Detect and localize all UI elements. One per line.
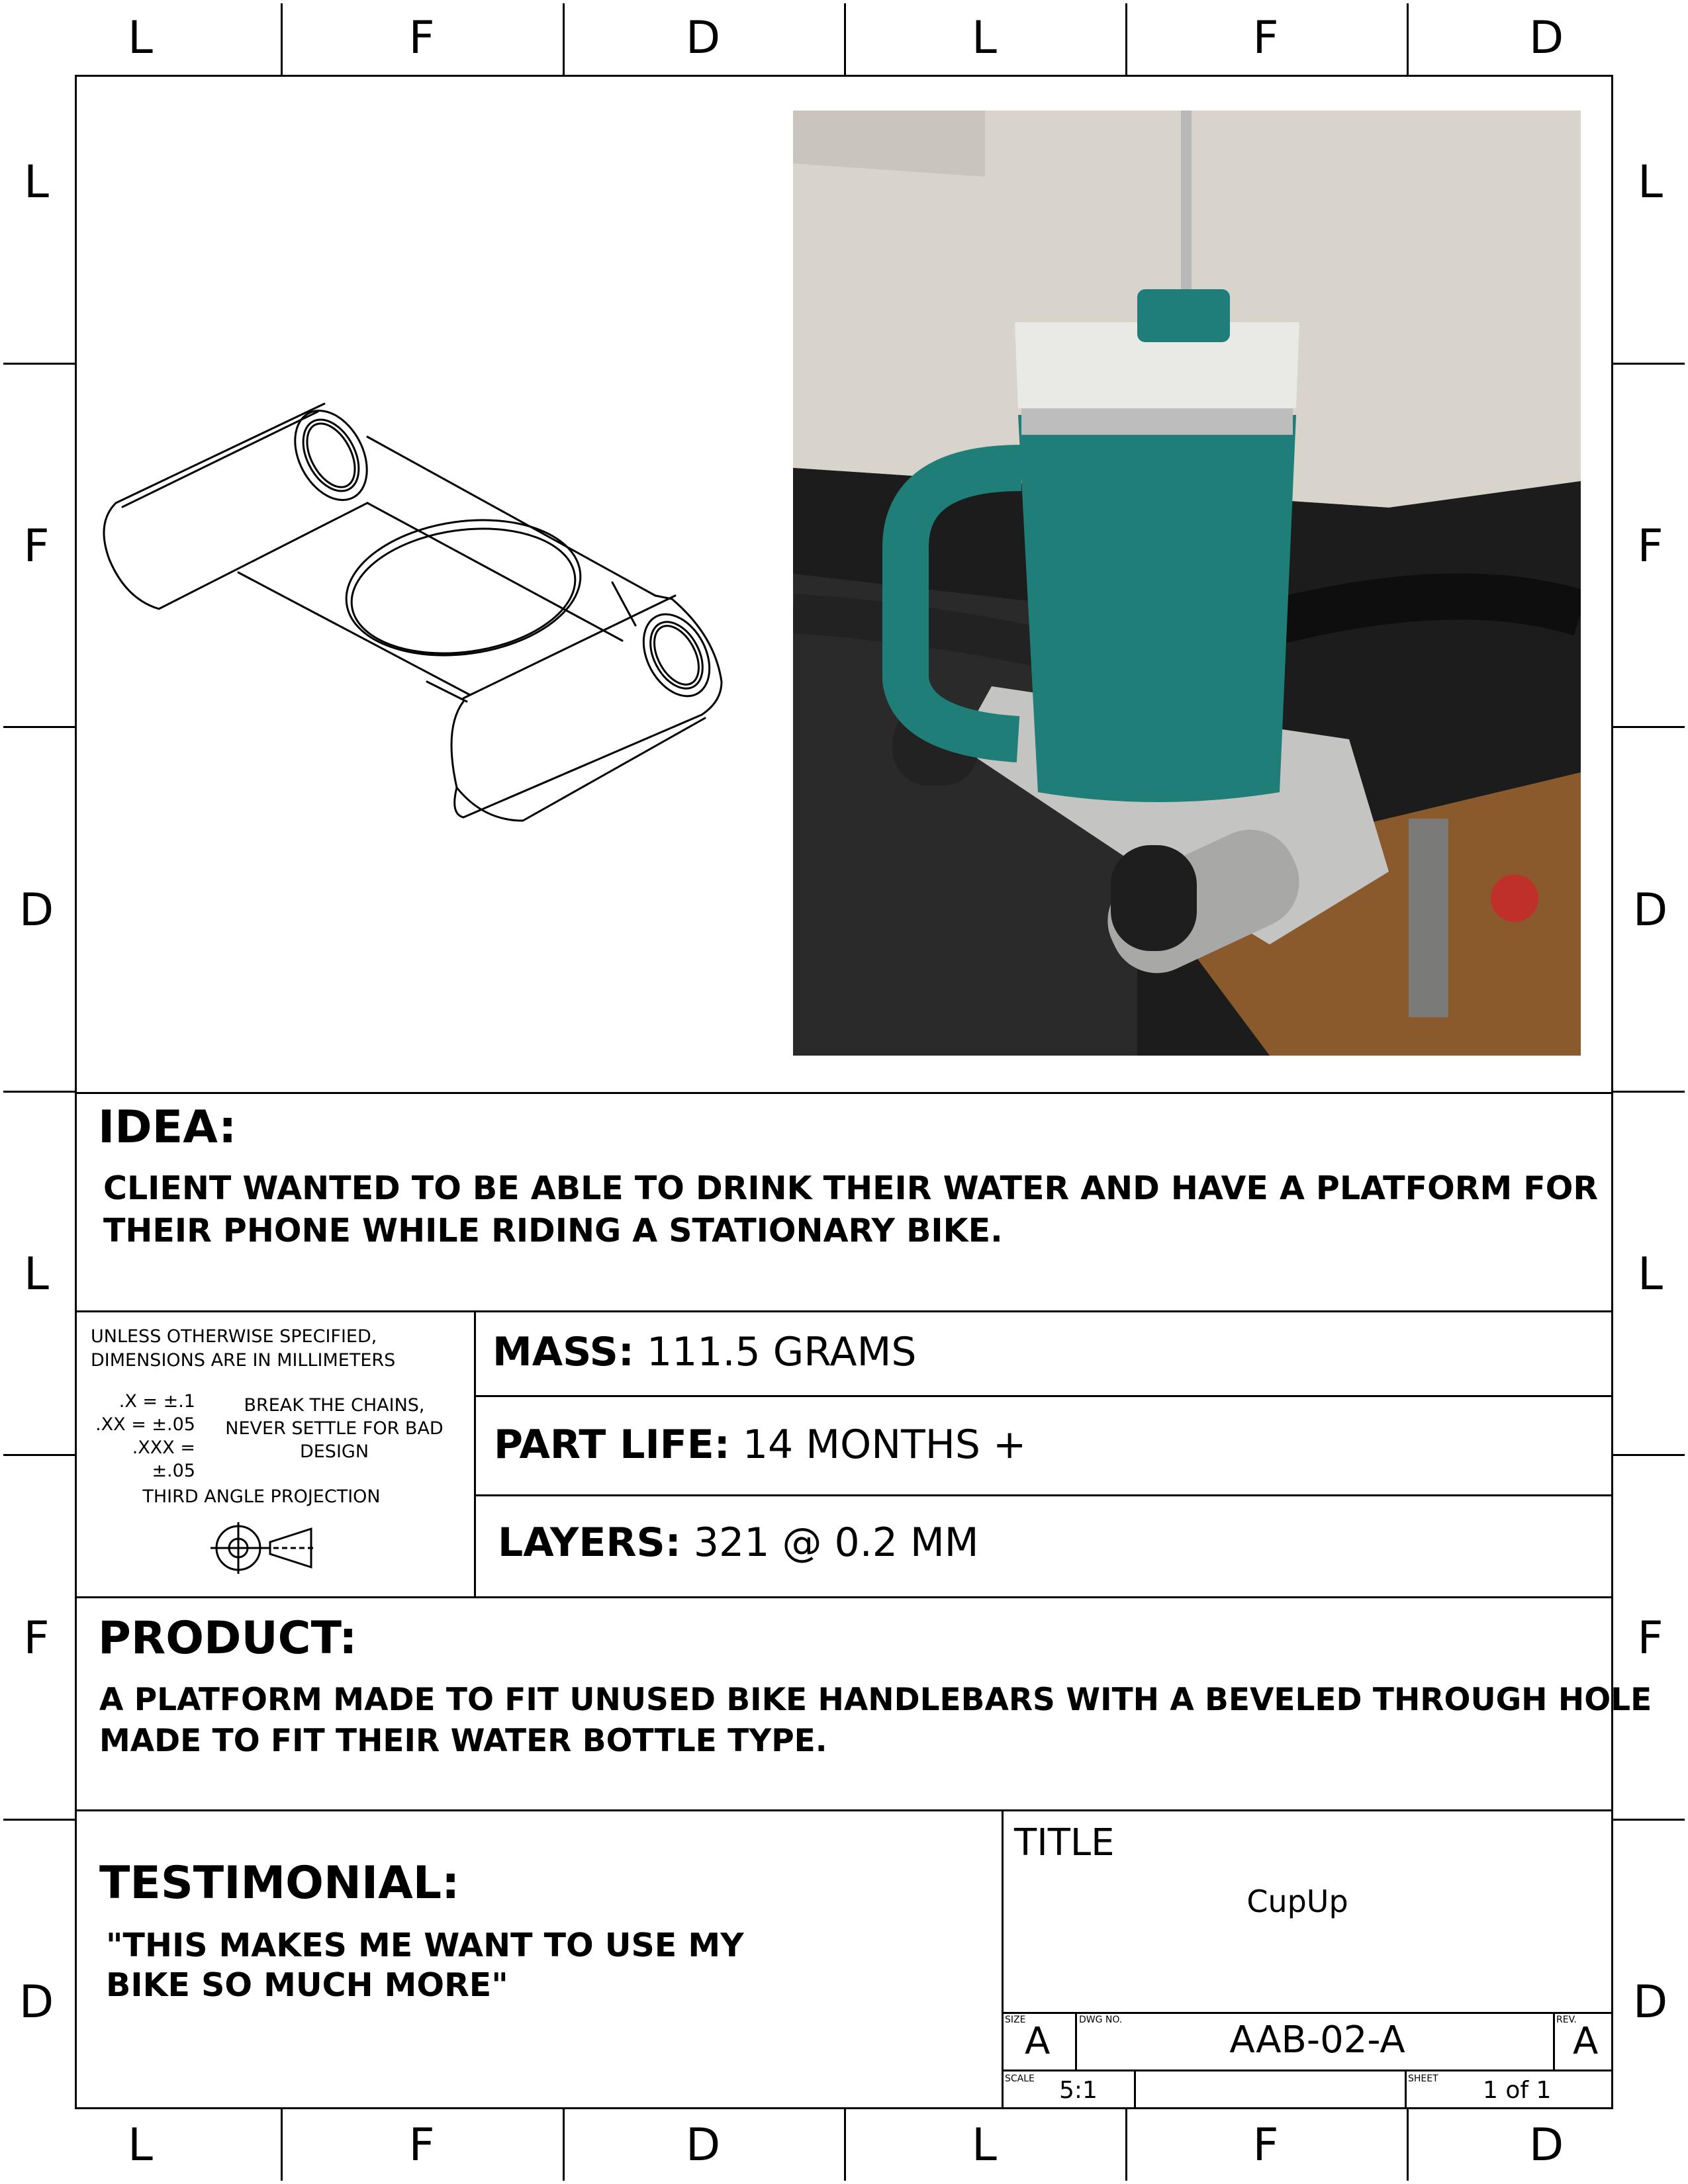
section-divider [75, 1092, 1613, 1094]
block-divider [474, 1312, 476, 1596]
zone-label-bottom: L [128, 2119, 153, 2171]
title-block-col [1405, 2070, 1407, 2109]
zone-label-top: D [1528, 12, 1564, 64]
zone-divider [1407, 2109, 1409, 2181]
tolerance-note: UNLESS OTHERWISE SPECIFIED, DIMENSIONS ARE IN MILLIMETERS [91, 1326, 396, 1371]
rev-label: REV. [1556, 2015, 1577, 2025]
zone-label-left: D [19, 884, 54, 936]
product-body: A PLATFORM MADE TO FIT UNUSED BIKE HANDLEBARS WITH A BEVELED THROUGH HOLE MADE TO FIT THEIR WATER BOTTLE TYPE. [99, 1682, 1652, 1759]
zone-label-right: L [1638, 156, 1663, 208]
zone-divider [3, 363, 75, 365]
title-block-border [1002, 1809, 1004, 2109]
layers-row: LAYERS: 321 @ 0.2 MM [498, 1520, 979, 1566]
mass-row: MASS: 111.5 GRAMS [492, 1329, 917, 1375]
zone-divider [1613, 726, 1685, 728]
zone-divider [1613, 1819, 1685, 1821]
zone-label-top: F [408, 12, 435, 64]
zone-divider [281, 2109, 283, 2181]
testimonial-quote: "THIS MAKES ME WANT TO USE MY BIKE SO MUCH MORE" [106, 1927, 744, 2004]
title-block-col [1553, 2012, 1555, 2070]
projection-label: THIRD ANGLE PROJECTION [142, 1486, 381, 1507]
size-value: A [1025, 2020, 1051, 2063]
title-label: TITLE [1014, 1821, 1115, 1864]
dwg-no-value: AAB-02-A [1229, 2019, 1405, 2062]
zone-divider [3, 1819, 75, 1821]
zone-label-right: F [1637, 520, 1664, 572]
product-photo [793, 111, 1581, 1056]
zone-divider [1125, 2109, 1127, 2181]
zone-label-right: D [1632, 1976, 1668, 2028]
sheet-value: 1 of 1 [1483, 2077, 1552, 2104]
part-life-row: PART LIFE: 14 MONTHS + [494, 1422, 1027, 1468]
isometric-part-drawing [93, 384, 748, 847]
zone-divider [1125, 3, 1127, 75]
zone-divider [3, 726, 75, 728]
zone-label-bottom: D [1528, 2119, 1564, 2171]
rev-value: A [1573, 2020, 1599, 2063]
spec-row-divider [474, 1494, 1613, 1496]
zone-divider [844, 2109, 846, 2181]
zone-label-top: L [972, 12, 997, 64]
zone-divider [3, 1454, 75, 1456]
third-angle-projection-icon [211, 1522, 316, 1574]
zone-divider [563, 2109, 565, 2181]
zone-label-bottom: L [972, 2119, 997, 2171]
zone-divider [563, 3, 565, 75]
section-divider [75, 1310, 1613, 1312]
zone-label-bottom: D [685, 2119, 721, 2171]
tolerance-values: .X = ±.1 .XX = ±.05 .XXX = ±.05 [95, 1391, 195, 1481]
zone-label-left: D [19, 1976, 54, 2028]
title-value: CupUp [1246, 1884, 1348, 1919]
title-block-row [1002, 2070, 1613, 2071]
zone-label-bottom: F [1252, 2119, 1279, 2171]
zone-label-top: F [1252, 12, 1279, 64]
zone-label-top: L [128, 12, 153, 64]
title-block-row [1002, 2012, 1613, 2014]
zone-divider [844, 3, 846, 75]
idea-heading: IDEA: [98, 1101, 237, 1154]
size-label: SIZE [1005, 2015, 1026, 2025]
zone-divider [3, 1091, 75, 1093]
zone-label-left: L [24, 1248, 49, 1300]
zone-divider [1407, 3, 1409, 75]
zone-label-left: F [23, 520, 50, 572]
zone-label-right: D [1632, 884, 1668, 936]
zone-label-left: F [23, 1612, 50, 1664]
zone-label-right: F [1637, 1612, 1664, 1664]
section-divider [75, 1596, 1613, 1598]
motto-text: BREAK THE CHAINS, NEVER SETTLE FOR BAD DESIGN [225, 1395, 444, 1462]
dwg-no-label: DWG NO. [1079, 2015, 1123, 2025]
zone-divider [281, 3, 283, 75]
zone-label-top: D [685, 12, 721, 64]
zone-label-bottom: F [408, 2119, 435, 2171]
zone-divider [1613, 1091, 1685, 1093]
zone-label-left: L [24, 156, 49, 208]
zone-divider [1613, 1454, 1685, 1456]
title-block-col [1134, 2070, 1136, 2109]
section-divider [75, 1809, 1613, 1811]
idea-body: CLIENT WANTED TO BE ABLE TO DRINK THEIR WATER AND HAVE A PLATFORM FOR THEIR PHONE WHILE RIDING A STATIONARY BIKE. [103, 1169, 1599, 1250]
spec-row-divider [474, 1395, 1613, 1397]
product-heading: PRODUCT: [98, 1612, 357, 1664]
scale-label: SCALE [1005, 2073, 1035, 2084]
sheet-label: SHEET [1408, 2073, 1438, 2084]
title-block-col [1075, 2012, 1077, 2070]
zone-divider [1613, 363, 1685, 365]
zone-label-right: L [1638, 1248, 1663, 1300]
scale-value: 5:1 [1059, 2077, 1098, 2104]
testimonial-heading: TESTIMONIAL: [99, 1857, 460, 1909]
